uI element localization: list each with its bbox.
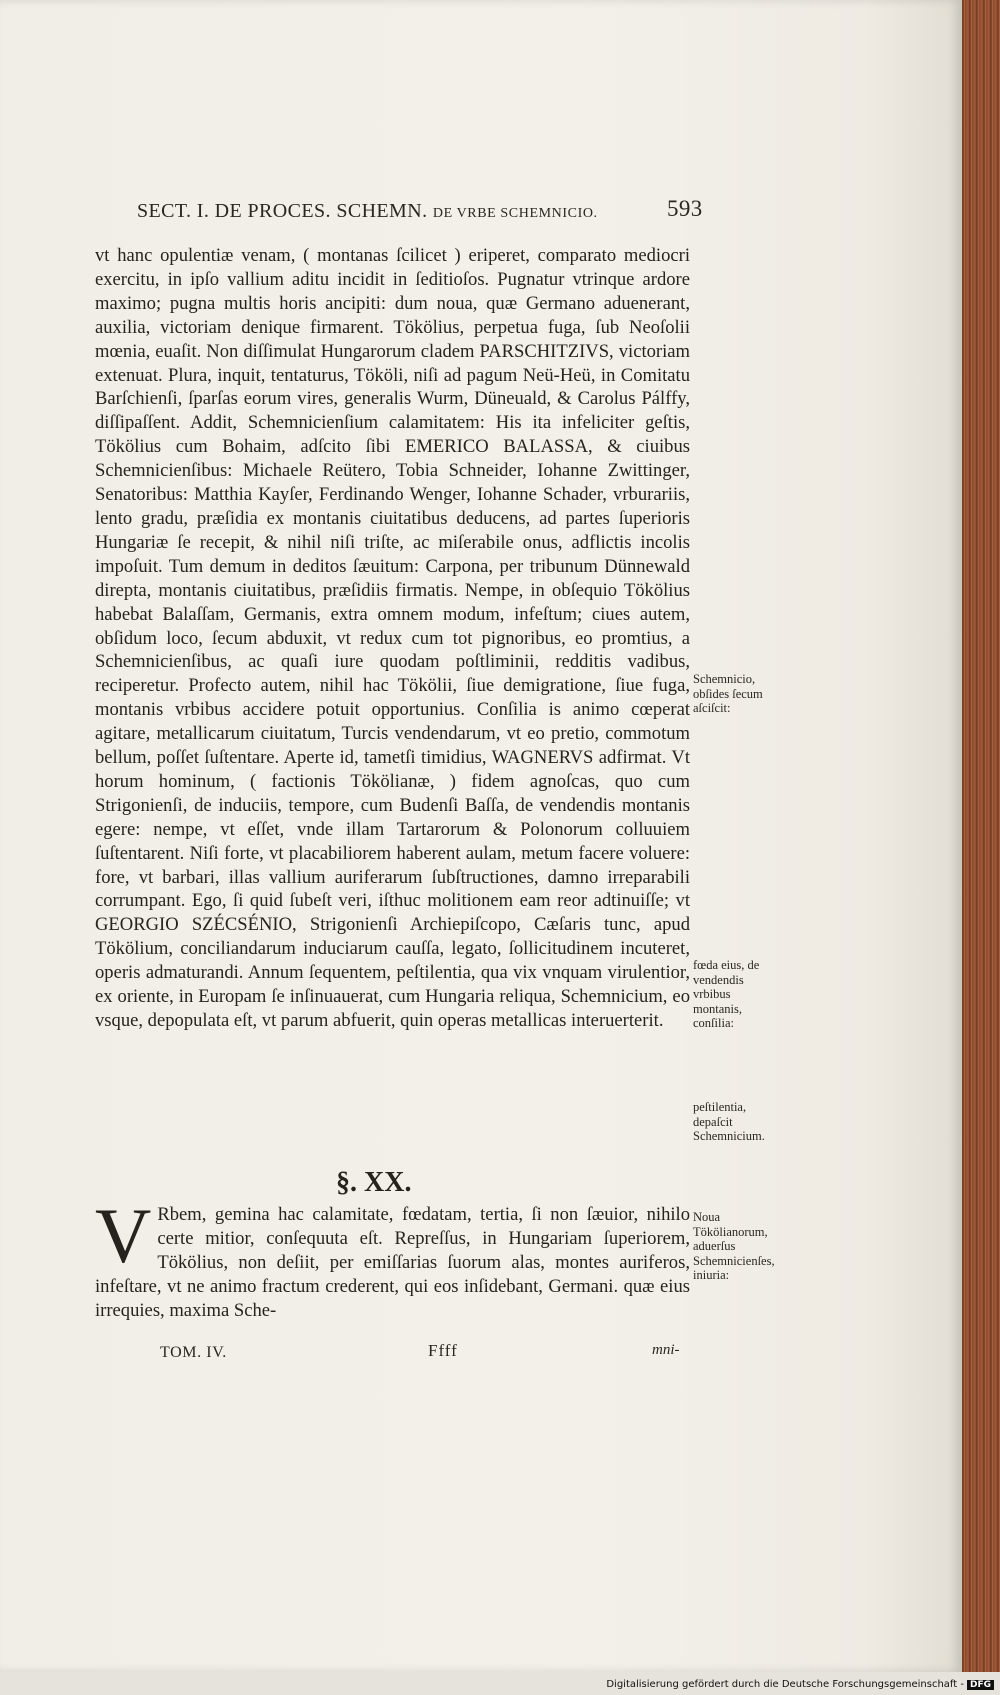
section-heading: §. XX.: [336, 1167, 412, 1198]
book-page-edge: [958, 0, 1000, 1672]
margin-note-4: Noua Tökölianorum, aduerſus Schemnicienſes, iniuria:: [693, 1210, 775, 1282]
margin-note-1: Schemnicio, obſides ſecum aſciſcit:: [693, 672, 763, 715]
header-title: SECT. I. DE PROCES. SCHEMN.: [137, 200, 428, 222]
drop-cap-letter: V: [95, 1192, 152, 1279]
footer-signature: Ffff: [428, 1341, 458, 1360]
main-paragraph: vt hanc opulentiæ venam, ( montanas ſcilicet ) eriperet, comparato mediocri exercitu, in ipſo vallium aditu incidit in ſeditioſos. Pugnatur vtrinque ardore maximo; pugna multis horis ancipiti: dum noua, quæ Germano aduenerant, auxilia, victoriam denique firmarent. Tökölius, perpetua fuga, ſub Neoſolii mœnia, euaſit. Non diſſimulat Hungarorum cladem PARSCHITZIVS, victoriam extenuat. Plura, inquit, tentaturus, Tököli, niſi ad pagum Neü-Heü, in Comitatu Barſchienſi, ſparſas eorum vires, generalis Wurm, Düneuald, & Carolus Pálffy, diſſipaſſent. Addit, Schemnicienſium calamitatem: His ita infeliciter geſtis, Tökölius cum Bohaim, adſcito ſibi EMERICO BALASSA, & ciuibus Schemnicienſibus: Michaele Reütero, Tobia Schneider, Iohanne Zwittinger, Senatoribus: Matthia Kayſer, Ferdinando Wenger, Iohanne Schader, vrburariis, lento gradu, præſidia ex montanis ciuitatibus deducens, ad partes ſuperioris Hungariæ ſe recepit, & nihil niſi triſte, ac miſerabile onus, adflictis incolis impoſuit. Tum demum in deditos ſæuitum: Carpona, per tribunum Dünnewald direpta, montanis ciuitatibus, præſidiis firmatis. Nempe, in obſequio Tökölius habebat Balaſſam, Germanis, extra omnem modum, infeſtum; ciues autem, obſidum loco, ſecum abduxit, vt redux cum tot pignoribus, eo promtius, a Schemnicienſibus, ac quaſi iure quodam poſtliminii, redditis vadibus, reciperetur. Profecto autem, nihil hac Tökölii, ſiue demigratione, ſiue fuga, montanis vrbibus accidere potuit opportunius. Conſilia is animo cœperat agitare, metallicarum ciuitatum, Turcis vendendarum, vt eo pretio, commotum bellum, poſſet ſuſtentare. Aperte id, tametſi timidius, WAGNERVS adfirmat. Vt horum hominum, ( factionis Tökölianæ, ) fidem agnoſcas, quo cum Strigonienſi, de induciis, tempore, cum Budenſi Baſſa, de vendendis montanis egere: nempe, vt eſſet, vnde illam Tartarorum & Polonorum colluuiem ſuſtentarent. Niſi forte, vt placabiliorem haberent aulam, metum facere voluere: fore, vt barbari, illas vallium auriferarum ſubſtructiones, damno irreparabili corrumpant. Ego, ſi quid ſubeſt veri, iſthuc molitionem eam reor adtinuiſſe; vt GEORGIO SZÉCSÉNIO, Strigonienſi Archiepiſcopo, Cæſaris tunc, apud Tökölium, conciliandarum induciarum cauſſa, legato, ſollicitudinem incuteret, operis admaturandi. Annum ſequentem, peſtilentia, qua vix vnquam virulentior, ex oriente, in Europam ſe inſinuauerat, cum Hungaria reliqua, Schemnicium, eo vsque, depopulata eſt, vt parum abfuerit, quin operas metallicas interuerterit.: [95, 245, 690, 1031]
running-header: [137, 196, 762, 223]
margin-note-2: fœda eius, de vendendis vrbibus montanis, conſilia:: [693, 958, 760, 1030]
page-number: 593: [667, 196, 703, 221]
dfg-logo: DFG: [967, 1680, 994, 1690]
header-subtitle: DE VRBE SCHEMNICIO.: [432, 206, 598, 221]
credit-text: Digitalisierung gefördert durch die Deutsche Forschungsgemeinschaft -: [606, 1679, 964, 1690]
section-body-text: [95, 1192, 690, 1323]
main-body-text: [95, 244, 690, 1033]
margin-note-3: peſtilentia, depaſcit Schemnicium.: [693, 1100, 765, 1143]
digitization-credit: [606, 1679, 994, 1690]
footer-catchword: mni-: [652, 1342, 680, 1358]
section-paragraph: Rbem, gemina hac calamitate, fœdatam, tertia, ſi non ſæuior, nihilo certe mitior, conſequuta eſt. Repreſſus, in Hungariam ſuperiorem, Tökölius, non deſiit, per emiſſarias ſuorum alas, montes auriferos, infeſtare, vt ne animo fractum crederent, qui eos inſidebant, Germani. quæ eius irrequies, maxima Sche-: [95, 1204, 690, 1321]
footer-volume: TOM. IV.: [160, 1344, 227, 1361]
